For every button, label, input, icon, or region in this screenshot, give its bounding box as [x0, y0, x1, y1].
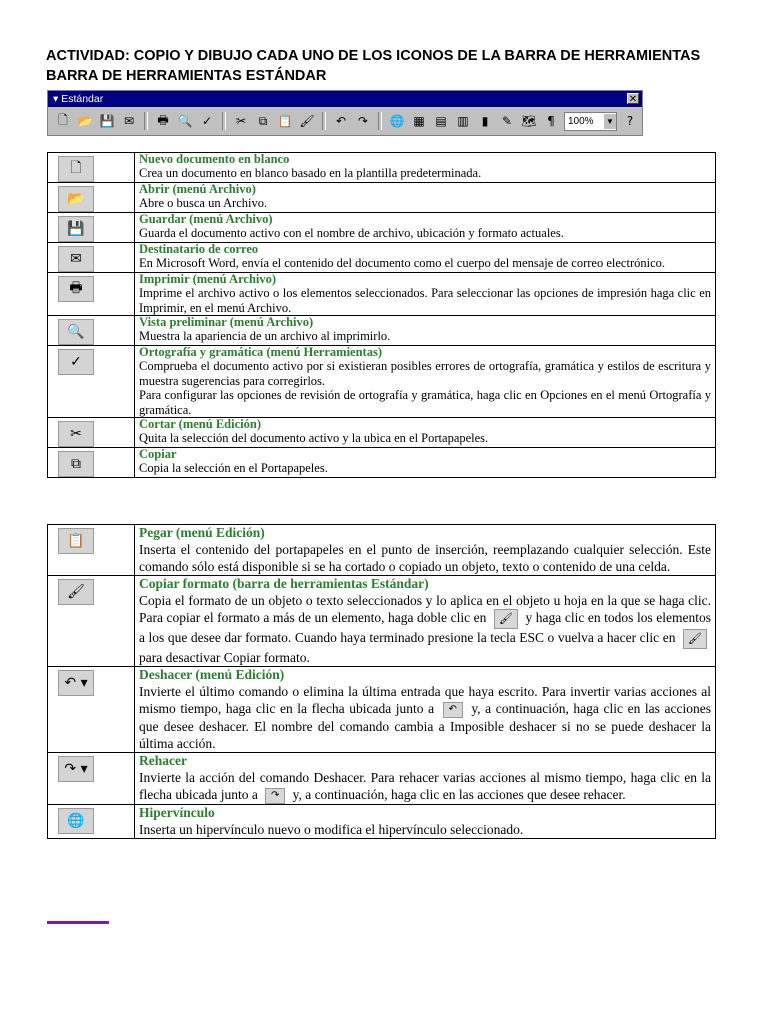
copy-icon[interactable]: ⧉ — [258, 113, 268, 128]
separator — [144, 112, 148, 130]
description-part: y haga clic en todos los elementos a los que desee dar formato. Cuando haya terminado presione la tecla ESC o vuelva a hacer clic en — [139, 610, 712, 646]
close-icon[interactable]: ✕ — [628, 94, 638, 105]
row-description — [139, 683, 711, 752]
new-document-icon: 🗋 — [58, 156, 94, 182]
row-description: Abre o busca un Archivo. — [139, 196, 268, 210]
icon-reference-table-1 — [47, 152, 716, 478]
standard-toolbar — [47, 90, 643, 136]
document-map-icon[interactable]: 🗺 — [521, 114, 537, 128]
row-title: Vista preliminar (menú Archivo) — [139, 315, 314, 329]
email-recipient-icon: ✉ — [58, 246, 94, 272]
show-hide-icon[interactable]: ¶ — [547, 114, 555, 128]
row-title: Nuevo documento en blanco — [139, 152, 290, 166]
cut-icon: ✂ — [58, 421, 94, 447]
tables-borders-icon[interactable]: ▦ — [413, 114, 425, 128]
table-row — [48, 667, 716, 753]
copy-icon: ⧉ — [58, 451, 94, 477]
row-description: Imprime el archivo activo o los elementos seleccionados. Para seleccionar las opciones de impresión haga clic en Imprimir, en el menú Archivo. — [139, 286, 711, 315]
spelling-icon: ✓ — [58, 349, 94, 375]
open-folder-icon: 📂 — [58, 186, 94, 212]
chevron-down-icon[interactable]: ▼ — [604, 114, 616, 129]
print-icon[interactable]: 🖶 — [157, 112, 169, 127]
row-title: Pegar (menú Edición) — [139, 525, 265, 540]
activity-heading: ACTIVIDAD: COPIO Y DIBUJO CADA UNO DE LOS ICONOS DE LA BARRA DE HERRAMIENTAS BARRA DE HERRAMIENTAS ESTÁNDAR — [46, 48, 701, 84]
table-row — [48, 346, 716, 418]
icon-reference-table-2 — [47, 524, 716, 839]
row-title: Guardar (menú Archivo) — [139, 212, 273, 226]
row-title: Hipervínculo — [139, 804, 215, 820]
hyperlink-icon[interactable]: 🌐 — [389, 114, 405, 128]
table-row — [48, 243, 716, 273]
row-title: Ortografía y gramática (menú Herramientas) — [139, 345, 382, 359]
table-row — [48, 316, 716, 346]
table-row — [48, 752, 716, 804]
toolbar-title-bar — [48, 91, 642, 107]
row-description: Guarda el documento activo con el nombre de archivo, ubicación y formato actuales. — [139, 226, 564, 240]
row-title: Imprimir (menú Archivo) — [139, 272, 277, 286]
separator — [222, 112, 226, 130]
paste-icon: 📋 — [58, 528, 94, 554]
save-disk-icon[interactable]: 💾 — [99, 114, 115, 128]
print-preview-icon[interactable]: 🔍 — [177, 114, 193, 128]
spelling-icon[interactable]: ✓ — [201, 114, 213, 128]
row-title: Destinatario de correo — [139, 242, 259, 256]
row-title: Rehacer — [139, 752, 187, 768]
row-description — [139, 592, 711, 666]
new-document-icon[interactable]: 🗋 — [58, 112, 68, 127]
row-title: Abrir (menú Archivo) — [139, 182, 256, 196]
row-title: Copiar — [139, 447, 177, 461]
undo-icon: ↶ — [443, 702, 463, 718]
description-part: y, a continuación, haga clic en las acciones que desee deshacer. El nombre del comando cambia a Imposible deshacer si no se puede deshacer la última acción. — [139, 701, 711, 751]
cut-icon[interactable]: ✂ — [235, 114, 247, 128]
row-description: Crea un documento en blanco basado en la plantilla predeterminada. — [139, 166, 482, 180]
save-disk-icon: 💾 — [58, 216, 94, 242]
zoom-select[interactable] — [564, 112, 617, 131]
description-part: y, a continuación, haga clic en las acciones que desee rehacer. — [292, 786, 626, 802]
format-painter-icon[interactable]: 🖌 — [299, 114, 315, 128]
row-description: En Microsoft Word, envía el contenido del documento como el cuerpo del mensaje de correo electrónico. — [139, 256, 666, 270]
table-row — [48, 213, 716, 243]
table-row — [48, 525, 716, 576]
toolbar-buttons — [48, 107, 642, 135]
table-row — [48, 448, 716, 478]
row-description: Comprueba el documento activo por si existieran posibles errores de ortografía, gramática y estilos de escritura y muestra sugerencias para corregirlos. — [139, 359, 711, 388]
columns-icon[interactable]: ▮ — [481, 114, 489, 128]
row-description: Quita la selección del documento activo y la ubica en el Portapapeles. — [139, 431, 489, 445]
hyperlink-icon: 🌐 — [58, 808, 94, 834]
row-description-extra: Para configurar las opciones de revisión de ortografía y gramática, haga clic en Opciones en el menú Ortografía y gramática. — [139, 388, 711, 417]
redo-icon[interactable]: ↷ — [357, 114, 369, 128]
row-title: Copiar formato (barra de herramientas Estándar) — [139, 576, 429, 591]
print-preview-icon: 🔍 — [58, 319, 94, 345]
separator — [378, 112, 382, 130]
undo-icon[interactable]: ↶ — [335, 114, 347, 128]
format-painter-icon: 🖌 — [58, 579, 94, 605]
toolbar-title: ▾ Estándar — [53, 93, 104, 105]
footer-line — [47, 921, 109, 924]
row-description — [139, 769, 711, 804]
insert-table-icon[interactable]: ▤ — [435, 114, 447, 128]
table-row — [48, 576, 716, 667]
row-description: Muestra la apariencia de un archivo al imprimirlo. — [139, 329, 391, 343]
email-recipient-icon[interactable]: ✉ — [123, 114, 135, 128]
help-icon[interactable]: ? — [626, 114, 634, 128]
row-description: Copia la selección en el Portapapeles. — [139, 461, 328, 475]
open-folder-icon[interactable]: 📂 — [77, 114, 93, 128]
print-icon: 🖶 — [58, 276, 94, 302]
undo-icon: ↶ ▾ — [58, 670, 94, 696]
row-description: Inserta el contenido del portapapeles en el punto de inserción, reemplazando cualquier selección. Este comando sólo está disponible si se ha cortado o copiado un objeto, texto o contenido de una celda. — [139, 542, 711, 574]
description-part: Invierte el último comando o elimina la última entrada que haya escrito. Para invertir varias acciones al mismo tiempo, haga clic en la flecha ubicada junto a — [139, 684, 711, 716]
table-row — [48, 418, 716, 448]
row-title: Cortar (menú Edición) — [139, 417, 261, 431]
format-painter-icon: 🖌 — [683, 629, 707, 649]
zoom-value: 100% — [568, 115, 594, 127]
format-painter-icon: 🖌 — [494, 609, 518, 629]
table-row — [48, 273, 716, 316]
description-part: para desactivar Copiar formato. — [139, 650, 310, 665]
insert-excel-icon[interactable]: ▥ — [457, 114, 469, 128]
redo-icon: ↷ — [265, 788, 285, 804]
separator — [322, 112, 326, 130]
table-row — [48, 183, 716, 213]
table-row — [48, 153, 716, 183]
paste-icon[interactable]: 📋 — [277, 114, 293, 128]
description-part: Invierte la acción del comando Deshacer. Para rehacer varias acciones al mismo tiempo, haga clic en la flecha ubicada junto a — [139, 769, 711, 802]
row-title: Deshacer (menú Edición) — [139, 667, 285, 682]
row-description: Inserta un hipervínculo nuevo o modifica el hipervínculo seleccionado. — [139, 821, 524, 837]
redo-icon: ↷ ▾ — [58, 756, 94, 782]
table-row — [48, 804, 716, 838]
drawing-icon[interactable]: ✎ — [501, 114, 513, 128]
description-part: Copia el formato de un objeto o texto seleccionados y lo aplica en el objeto u hoja en la que se haga clic. Para copiar el formato a más de un elemento, haga doble clic en — [139, 593, 711, 626]
